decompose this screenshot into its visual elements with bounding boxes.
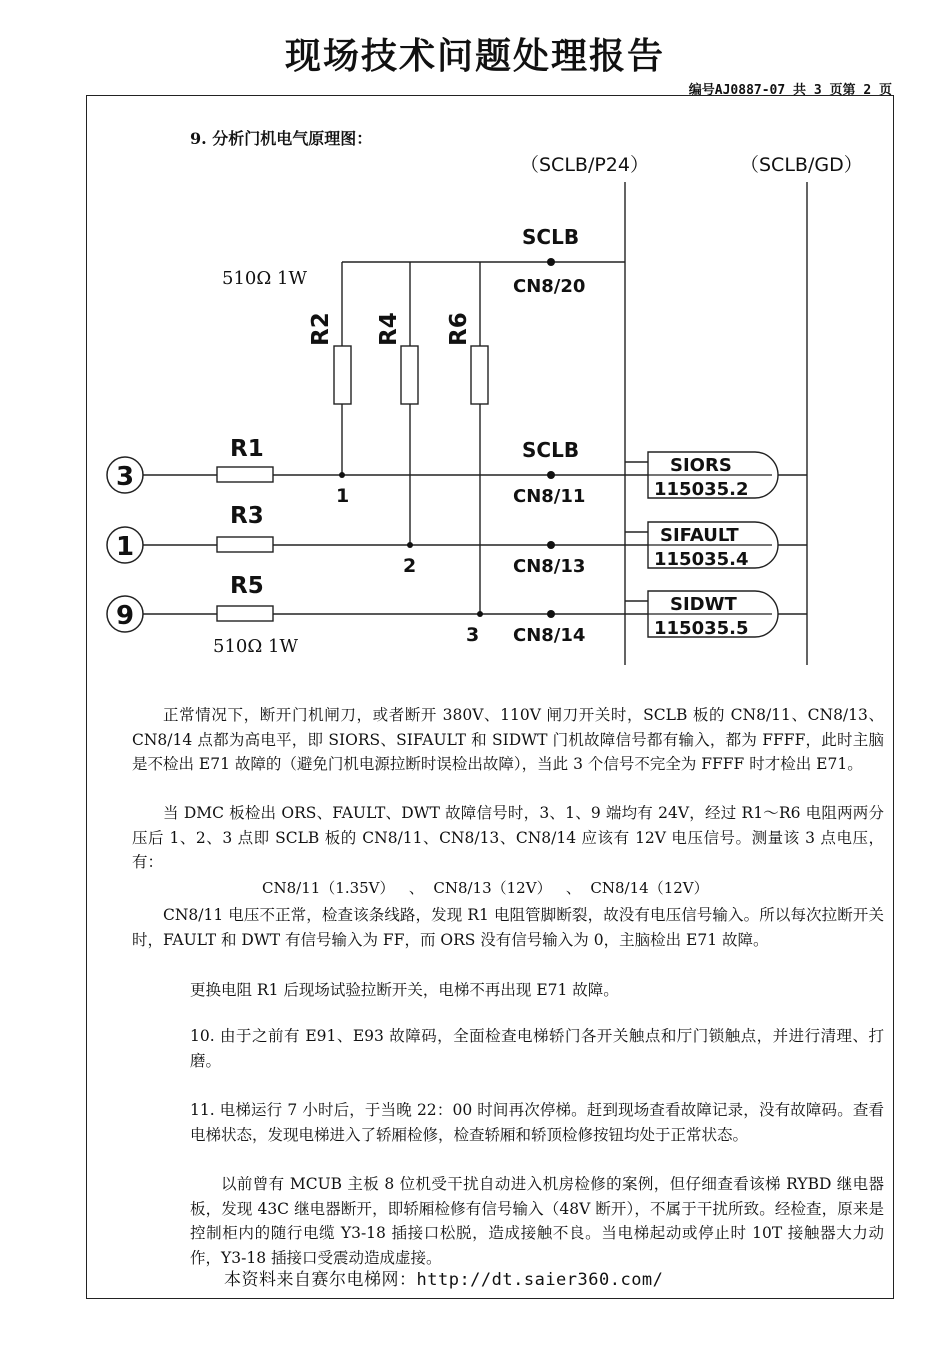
r1-label: R1 — [230, 436, 264, 462]
cn8-14-label: CN8/14 — [513, 625, 586, 646]
sclb-top-label: SCLB — [522, 225, 580, 249]
cn8-20-label: CN8/20 — [513, 276, 586, 297]
terminal-3-label: 3 — [116, 462, 135, 492]
r2-label: R2 — [308, 312, 334, 346]
section-9-heading: 9. 分析门机电气原理图： — [190, 129, 373, 148]
cn8-13-label: CN8/13 — [513, 556, 586, 577]
resistor-r2 — [334, 346, 351, 404]
sclb-mid-label: SCLB — [522, 438, 580, 462]
section-11-continued: 以前曾有 MCUB 主板 8 位机受干扰自动进入机房检修的案例，但仔细查看该梯 RYBD 继电器板，发现 43C 继电器断开，即轿厢检修有信号输入（48V 断开），不属于干扰所致。经检查，原来是控制柜内的随行电缆 Y3-18 插接口松脱，造成接触不良。当电梯起动或停止时 10T 接触器大力动作，Y3-18 插接口受震动造成虚接。 — [190, 1175, 884, 1267]
voltage-measurements: CN8/11（1.35V） 、 CN8/13（12V） 、 CN8/14（12V） — [262, 879, 709, 897]
siors-code: 115035.2 — [654, 479, 749, 500]
section-10: 10. 由于之前有 E91、E93 故障码，全面检查电梯轿门各开关触点和厅门锁触点，并进行清理、打磨。 — [190, 1027, 884, 1070]
node-2-dot — [407, 542, 413, 548]
report-title: 现场技术问题处理报告 — [284, 36, 665, 77]
node-2-label: 2 — [403, 555, 417, 577]
resistor-r4 — [401, 346, 418, 404]
cn8-11-label: CN8/11 — [513, 486, 586, 507]
paragraph-dmc-detection: 当 DMC 板检出 ORS、FAULT、DWT 故障信号时，3、1、9 端均有 24V，经过 R1～R6 电阻两两分压后 1、2、3 点即 SCLB 板的 CN8/11、CN8/13、CN8/14 应该有 12V 电压信号。测量该 3 点电压，有： — [132, 804, 884, 871]
resistor-r6 — [471, 346, 488, 404]
paragraph-replace-r1: 更换电阻 R1 后现场试验拉断开关，电梯不再出现 E71 故障。 — [190, 981, 619, 999]
top-resistor-spec: 510Ω 1W — [222, 268, 307, 289]
sifault-label: SIFAULT — [660, 525, 739, 546]
sidwt-code: 115035.5 — [654, 618, 749, 639]
bottom-resistor-spec: 510Ω 1W — [213, 636, 298, 657]
sidwt-label: SIDWT — [670, 594, 737, 615]
junction-cn8-13 — [547, 541, 555, 549]
junction-cn8-20 — [547, 258, 555, 266]
sifault-code: 115035.4 — [654, 549, 749, 570]
rail-p24-label: （SCLB/P24） — [520, 154, 649, 176]
resistor-r1 — [217, 467, 273, 482]
page-number-info: 编号AJ0887-07 共 3 页第 2 页 — [688, 83, 892, 98]
source-watermark: 本资料来自赛尔电梯网：http://dt.saier360.com/ — [224, 1270, 664, 1290]
node-3-label: 3 — [466, 624, 480, 646]
rail-gd-label: （SCLB/GD） — [740, 154, 863, 176]
r4-label: R4 — [376, 312, 402, 346]
r6-label: R6 — [446, 312, 472, 346]
siors-label: SIORS — [670, 455, 732, 476]
terminal-9-label: 9 — [116, 601, 135, 631]
resistor-r3 — [217, 537, 273, 552]
junction-cn8-11 — [547, 471, 555, 479]
paragraph-r1-fault: CN8/11 电压不正常，检查该条线路，发现 R1 电阻管脚断裂，故没有电压信号输入。所以每次拉断开关时，FAULT 和 DWT 有信号输入为 FF，而 ORS 没有信号输入为 0，主脑检出 E71 故障。 — [132, 906, 884, 949]
r5-label: R5 — [230, 573, 264, 599]
resistor-r5 — [217, 606, 273, 621]
node-1-dot — [339, 472, 345, 478]
section-11: 11. 电梯运行 7 小时后，于当晚 22：00 时间再次停梯。赶到现场查看故障记录，没有故障码。查看电梯状态，发现电梯进入了轿厢检修，检查轿厢和轿顶检修按钮均处于正常状态。 — [190, 1101, 884, 1144]
node-3-dot — [477, 611, 483, 617]
junction-cn8-14 — [547, 610, 555, 618]
paragraph-normal-state: 正常情况下，断开门机闸刀，或者断开 380V、110V 闸刀开关时，SCLB 板的 CN8/11、CN8/13、CN8/14 点都为高电平，即 SIORS、SIFAULT 和 SIDWT 门机故障信号都有输入，都为 FFFF，此时主脑是不检出 E71 故障的（避免门机电源拉断时误检出故障），当此 3 个信号不完全为 FFFF 时才检出 E71。 — [132, 706, 884, 773]
r3-label: R3 — [230, 503, 264, 529]
terminal-1-label: 1 — [116, 532, 135, 562]
node-1-label: 1 — [336, 485, 350, 507]
